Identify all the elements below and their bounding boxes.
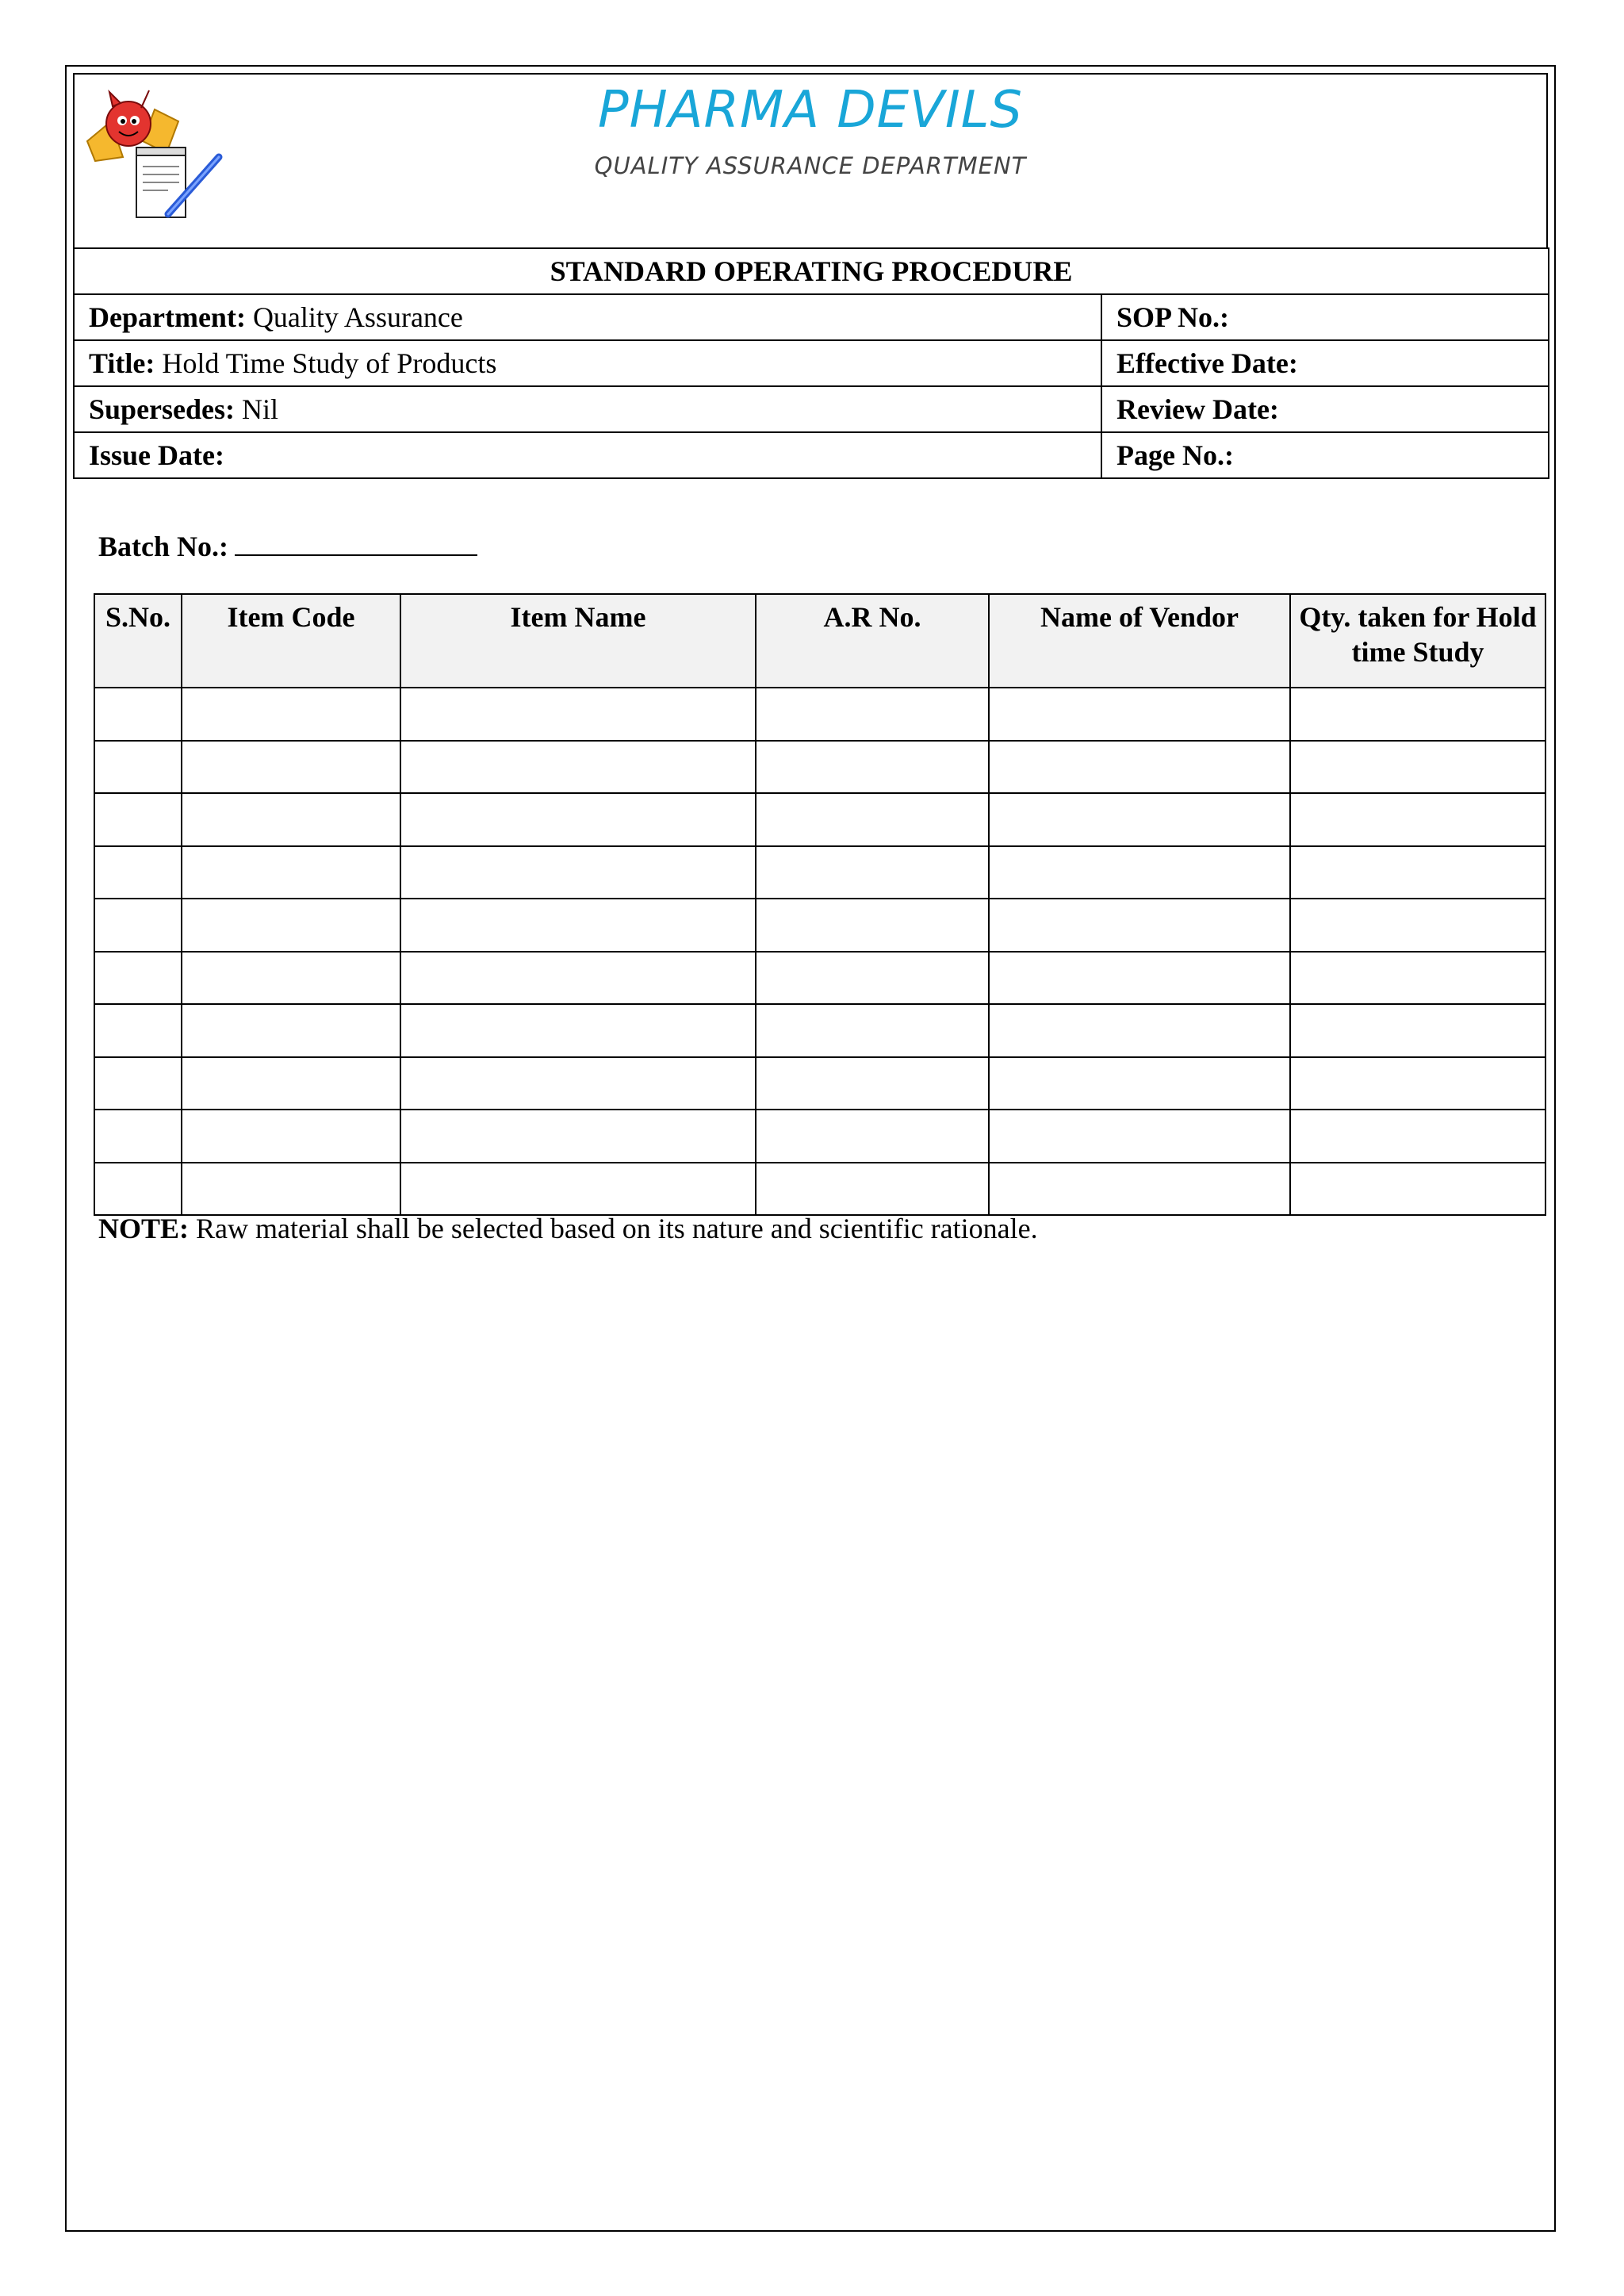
table-cell[interactable] [400, 1163, 756, 1216]
table-cell[interactable] [400, 846, 756, 899]
sop-no-label: SOP No.: [1116, 301, 1230, 333]
batch-no-blank[interactable] [235, 531, 477, 556]
hold-time-items-table [94, 593, 1546, 1216]
table-row [94, 1163, 1545, 1216]
table-cell[interactable] [989, 1110, 1290, 1163]
table-cell[interactable] [94, 741, 182, 794]
table-cell[interactable] [989, 741, 1290, 794]
table-cell[interactable] [989, 952, 1290, 1005]
table-cell[interactable] [400, 1057, 756, 1110]
issue-date-cell [74, 432, 1101, 478]
table-cell[interactable] [1290, 952, 1545, 1005]
column-header-item-code: Item Code [182, 594, 400, 688]
note [98, 1212, 1038, 1245]
table-cell[interactable] [182, 1004, 400, 1057]
table-cell[interactable] [400, 899, 756, 952]
column-header-ar-no: A.R No. [756, 594, 989, 688]
effective-date-cell [1101, 340, 1549, 386]
sop-no-cell [1101, 294, 1549, 340]
table-row [94, 846, 1545, 899]
table-cell[interactable] [1290, 1110, 1545, 1163]
table-row [94, 793, 1545, 846]
table-cell[interactable] [1290, 846, 1545, 899]
table-cell[interactable] [94, 846, 182, 899]
table-cell[interactable] [182, 1163, 400, 1216]
column-header-item-name: Item Name [400, 594, 756, 688]
table-cell[interactable] [989, 899, 1290, 952]
batch-no-field [98, 530, 477, 563]
table-cell[interactable] [94, 1110, 182, 1163]
table-cell[interactable] [989, 1057, 1290, 1110]
table-cell[interactable] [756, 793, 989, 846]
table-cell[interactable] [1290, 899, 1545, 952]
table-cell[interactable] [94, 952, 182, 1005]
table-cell[interactable] [182, 846, 400, 899]
table-row [94, 1057, 1545, 1110]
table-cell[interactable] [1290, 1163, 1545, 1216]
table-cell[interactable] [756, 688, 989, 741]
sop-info-table [73, 247, 1549, 479]
table-cell[interactable] [989, 793, 1290, 846]
table-header-row [94, 594, 1545, 688]
table-cell[interactable] [756, 899, 989, 952]
brand-name: PHARMA DEVILS [598, 81, 1023, 140]
table-cell[interactable] [182, 952, 400, 1005]
table-cell[interactable] [94, 1163, 182, 1216]
table-cell[interactable] [94, 899, 182, 952]
table-cell[interactable] [400, 688, 756, 741]
table-cell[interactable] [400, 1004, 756, 1057]
document-header [73, 73, 1548, 249]
table-cell[interactable] [1290, 741, 1545, 794]
table-cell[interactable] [182, 1110, 400, 1163]
brand-subtitle: QUALITY ASSURANCE DEPARTMENT [594, 152, 1027, 179]
table-cell[interactable] [182, 1057, 400, 1110]
column-header-sno: S.No. [94, 594, 182, 688]
effective-date-label: Effective Date: [1116, 347, 1298, 379]
table-row [94, 688, 1545, 741]
table-cell[interactable] [1290, 793, 1545, 846]
table-cell[interactable] [989, 1004, 1290, 1057]
table-cell[interactable] [989, 846, 1290, 899]
issue-date-label: Issue Date: [89, 439, 224, 471]
table-cell[interactable] [400, 793, 756, 846]
table-cell[interactable] [400, 1110, 756, 1163]
title-cell [74, 340, 1101, 386]
table-cell[interactable] [756, 741, 989, 794]
table-cell[interactable] [1290, 1004, 1545, 1057]
table-cell[interactable] [1290, 688, 1545, 741]
table-cell[interactable] [1290, 1057, 1545, 1110]
title-label: Title: [89, 347, 155, 379]
table-row [94, 741, 1545, 794]
table-cell[interactable] [182, 899, 400, 952]
table-cell[interactable] [400, 952, 756, 1005]
table-cell[interactable] [182, 688, 400, 741]
column-header-vendor: Name of Vendor [989, 594, 1290, 688]
table-cell[interactable] [989, 688, 1290, 741]
table-cell[interactable] [182, 741, 400, 794]
table-cell[interactable] [756, 1057, 989, 1110]
table-cell[interactable] [94, 793, 182, 846]
table-row [94, 899, 1545, 952]
note-text: Raw material shall be selected based on its nature and scientific rationale. [196, 1213, 1038, 1244]
supersedes-cell [74, 386, 1101, 432]
department-label: Department: [89, 301, 246, 333]
table-cell[interactable] [989, 1163, 1290, 1216]
table-cell[interactable] [756, 1004, 989, 1057]
column-header-qty-taken: Qty. taken for Hold time Study [1290, 594, 1545, 688]
department-value: Quality Assurance [252, 301, 463, 333]
table-row [94, 1004, 1545, 1057]
table-cell[interactable] [400, 741, 756, 794]
title-value: Hold Time Study of Products [162, 347, 497, 379]
department-cell [74, 294, 1101, 340]
page-no-cell [1101, 432, 1549, 478]
review-date-cell [1101, 386, 1549, 432]
table-cell[interactable] [94, 688, 182, 741]
table-cell[interactable] [182, 793, 400, 846]
table-cell[interactable] [94, 1057, 182, 1110]
table-cell[interactable] [756, 1163, 989, 1216]
table-cell[interactable] [756, 1110, 989, 1163]
batch-no-label: Batch No.: [98, 531, 228, 562]
note-label: NOTE: [98, 1213, 190, 1244]
page-no-label: Page No.: [1116, 439, 1234, 471]
table-cell[interactable] [756, 952, 989, 1005]
table-row [94, 952, 1545, 1005]
review-date-label: Review Date: [1116, 393, 1279, 425]
table-cell[interactable] [756, 846, 989, 899]
sop-title: STANDARD OPERATING PROCEDURE [74, 248, 1549, 294]
table-row [94, 1110, 1545, 1163]
table-cell[interactable] [94, 1004, 182, 1057]
supersedes-label: Supersedes: [89, 393, 236, 425]
supersedes-value: Nil [242, 393, 279, 425]
